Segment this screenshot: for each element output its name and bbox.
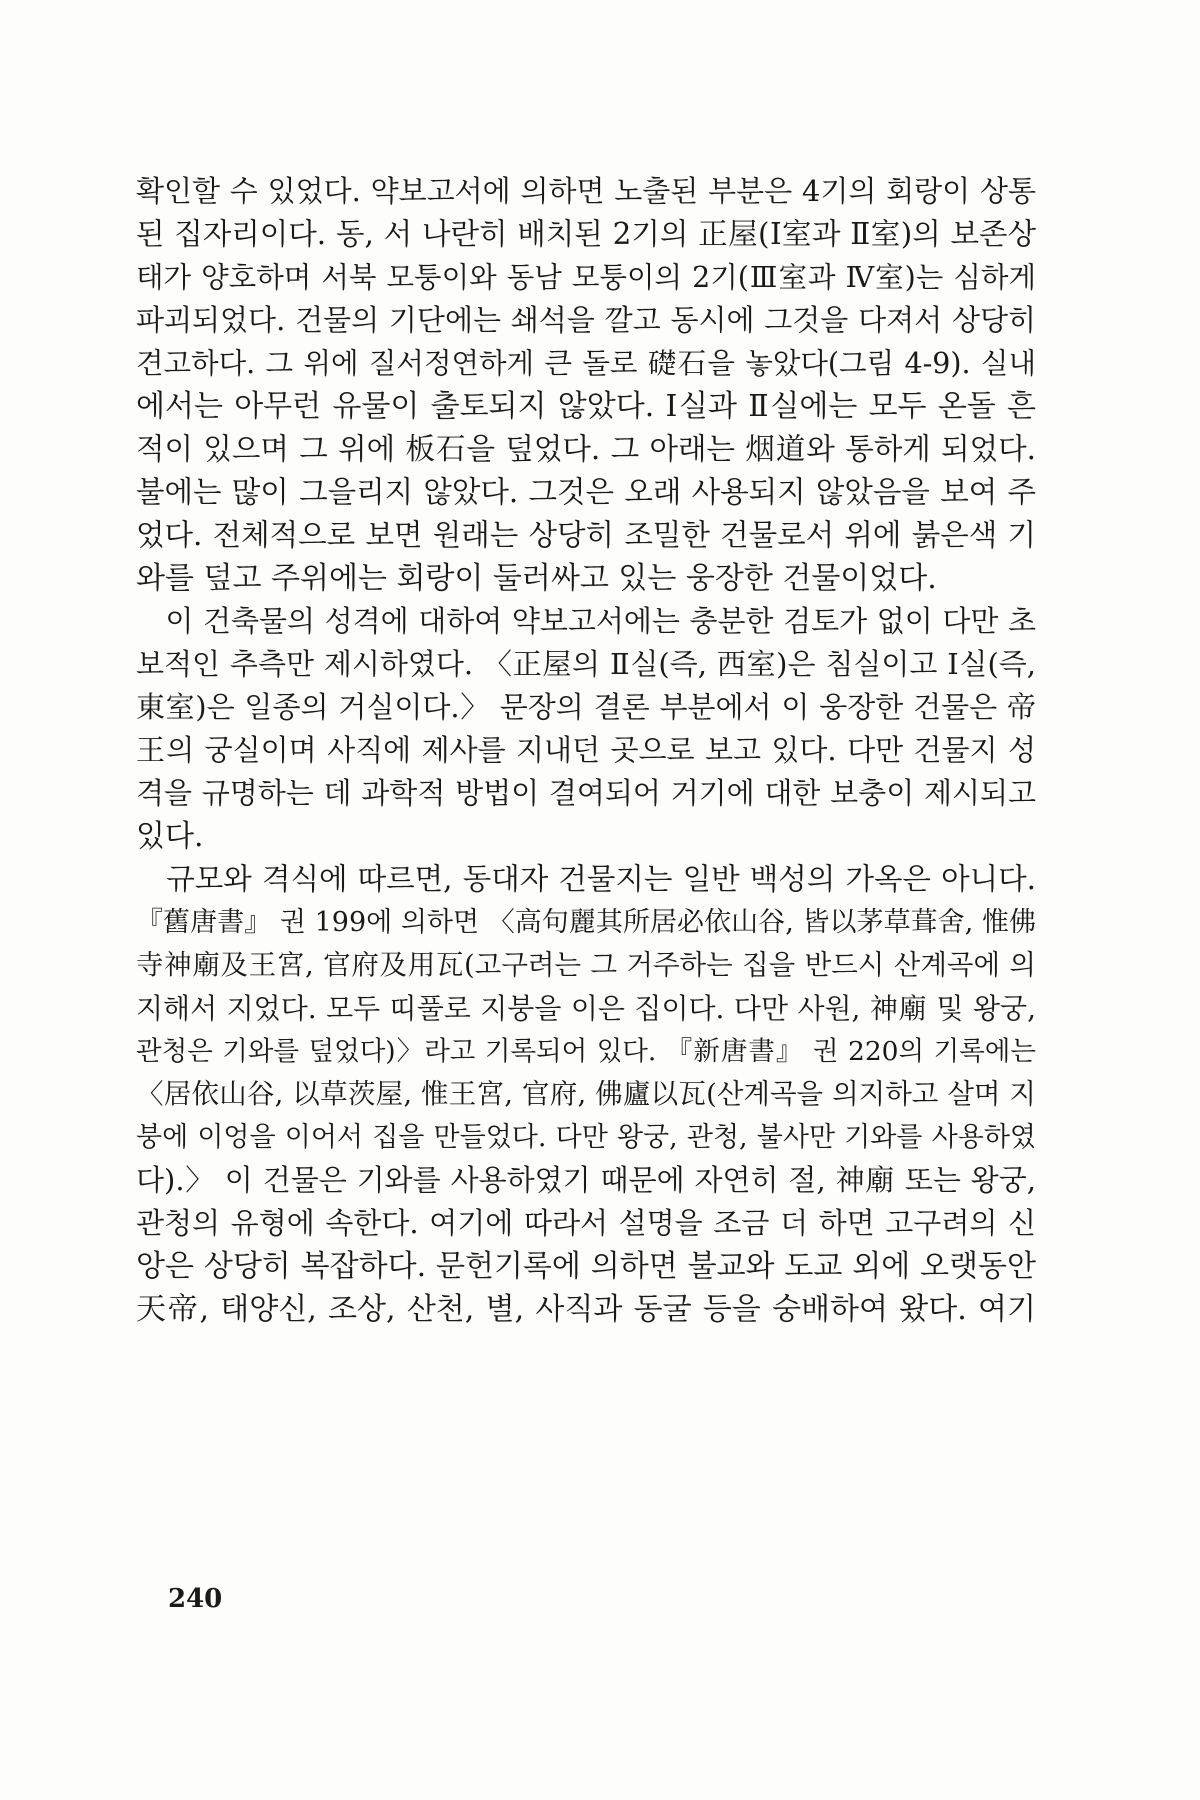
text-line: 붕에 이엉을 이어서 집을 만들었다. 다만 왕궁, 관청, 불사만 기와를 사용하였 [136, 1122, 1036, 1153]
text-line: 天帝, 태양신, 조상, 산천, 별, 사직과 동굴 등을 숭배하여 왔다. 여기 [136, 1292, 1036, 1327]
text-line: 견고하다. 그 위에 질서정연하게 큰 돌로 礎石을 놓았다(그림 4-9). 실내 [136, 347, 1036, 380]
text-line: 었다. 전체적으로 보면 원래는 상당히 조밀한 건물로서 위에 붉은색 기 [136, 518, 1036, 552]
text-line: 확인할 수 있었다. 약보고서에 의하면 노출된 부분은 4기의 회랑이 상통 [136, 174, 1036, 208]
text-line: 태가 양호하며 서북 모퉁이와 동남 모퉁이의 2기(Ⅲ室과 Ⅳ室)는 심하게 [136, 261, 1036, 294]
text-line: 이 건축물의 성격에 대하여 약보고서에는 충분한 검토가 없이 다만 초 [136, 604, 1036, 638]
text-line: 王의 궁실이며 사직에 제사를 지내던 곳으로 보고 있다. 다만 건물지 성 [136, 733, 1036, 767]
text-line: 격을 규명하는 데 과학적 방법이 결여되어 거기에 대한 보충이 제시되고 [136, 776, 1036, 810]
text-line: 에서는 아무런 유물이 출토되지 않았다. Ⅰ실과 Ⅱ실에는 모두 온돌 흔 [136, 389, 1036, 424]
text-line: 寺神廟及王宮, 官府及用瓦(고구려는 그 거주하는 집을 반드시 산계곡에 의 [136, 949, 1036, 981]
body-text [136, 170, 1036, 1331]
text-line: 지해서 지었다. 모두 띠풀로 지붕을 이은 집이다. 다만 사원, 神廟 및 왕궁, [136, 992, 1036, 1025]
page-number: 240 [168, 1584, 223, 1614]
text-line: 東室)은 일종의 거실이다.〉 문장의 결론 부분에서 이 웅장한 건물은 帝 [136, 690, 1036, 724]
text-line: 규모와 격식에 따르면, 동대자 건물지는 일반 백성의 가옥은 아니다. [136, 862, 1036, 896]
text-line: 관청은 기와를 덮었다)〉라고 기록되어 있다. 『新唐書』 권 220의 기록에는 [136, 1036, 1036, 1067]
text-line: 된 집자리이다. 동, 서 나란히 배치된 2기의 正屋(Ⅰ室과 Ⅱ室)의 보존상 [136, 217, 1036, 251]
text-line: 적이 있으며 그 위에 板石을 덮었다. 그 아래는 烟道와 통하게 되었다. [136, 432, 1036, 466]
text-line: 『舊唐書』 권 199에 의하면 〈高句麗其所居必依山谷, 皆以茅草葺舍, 惟佛 [136, 907, 1036, 938]
text-line: 와를 덮고 주위에는 회랑이 둘러싸고 있는 웅장한 건물이었다. [136, 561, 937, 596]
text-line: 앙은 상당히 복잡하다. 문헌기록에 의하면 불교와 도교 외에 오랫동안 [136, 1249, 1036, 1284]
text-line: 〈居依山谷, 以草茨屋, 惟王宮, 官府, 佛廬以瓦(산계곡을 의지하고 살며 지 [136, 1078, 1036, 1110]
text-line: 보적인 추측만 제시하였다. 〈正屋의 Ⅱ실(즉, 西室)은 침실이고 Ⅰ실(즉, [136, 647, 1036, 681]
text-line: 파괴되었다. 건물의 기단에는 쇄석을 깔고 동시에 그것을 다져서 상당히 [136, 303, 1036, 337]
text-line: 있다. [136, 819, 204, 854]
text-line: 불에는 많이 그을리지 않았다. 그것은 오래 사용되지 않았음을 보여 주 [136, 475, 1036, 509]
text-line: 다).〉 이 건물은 기와를 사용하였기 때문에 자연히 절, 神廟 또는 왕궁, [136, 1163, 1036, 1197]
text-line: 관청의 유형에 속한다. 여기에 따라서 설명을 조금 더 하면 고구려의 신 [136, 1206, 1036, 1240]
